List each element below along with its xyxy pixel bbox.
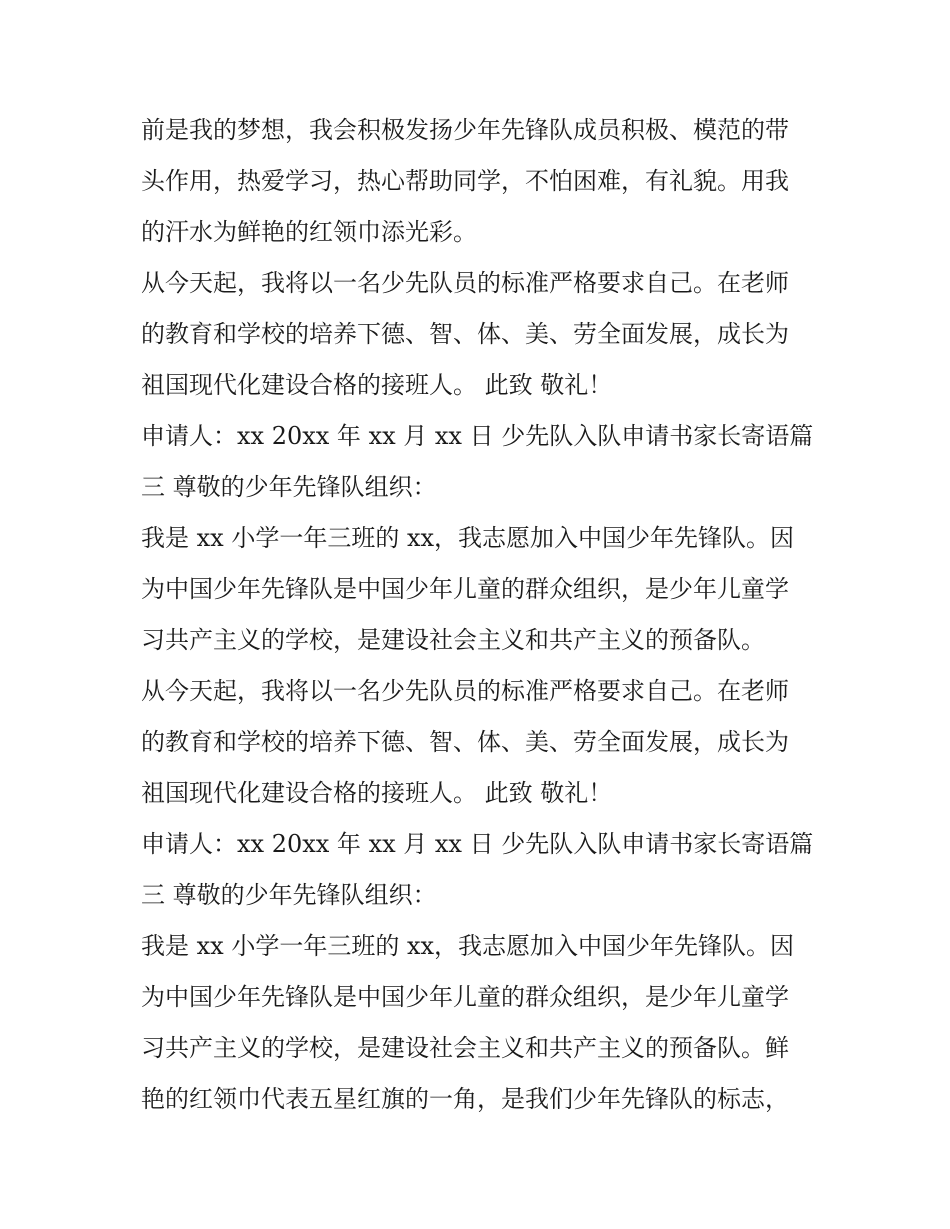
text-line: 我是 xx 小学一年三班的 xx，我志愿加入中国少年先锋队。因 (141, 932, 795, 960)
text-line: 为中国少年先锋队是中国少年儿童的群众组织，是少年儿童学 (141, 575, 789, 603)
text-line: 祖国现代化建设合格的接班人。 此致 敬礼！ (141, 371, 613, 399)
text-line: 申请人：xx 20xx 年 xx 月 xx 日 少先队入队申请书家长寄语篇 (141, 422, 814, 450)
text-line: 习共产主义的学校，是建设社会主义和共产主义的预备队。鲜 (141, 1034, 789, 1062)
document-body (141, 105, 821, 1125)
text-line: 从今天起，我将以一名少先队员的标准严格要求自己。在老师 (141, 269, 789, 297)
text-line: 三 尊敬的少年先锋队组织： (141, 473, 437, 501)
text-line: 祖国现代化建设合格的接班人。 此致 敬礼！ (141, 779, 613, 807)
text-line: 的教育和学校的培养下德、智、体、美、劳全面发展，成长为 (141, 320, 789, 348)
text-line: 前是我的梦想，我会积极发扬少年先锋队成员积极、模范的带 (141, 116, 789, 144)
text-line: 三 尊敬的少年先锋队组织： (141, 881, 437, 909)
text-line: 头作用，热爱学习，热心帮助同学，不怕困难，有礼貌。用我 (141, 167, 789, 195)
text-line: 艳的红领巾代表五星红旗的一角，是我们少年先锋队的标志， (141, 1085, 789, 1113)
text-line: 的教育和学校的培养下德、智、体、美、劳全面发展，成长为 (141, 728, 789, 756)
text-line: 从今天起，我将以一名少先队员的标准严格要求自己。在老师 (141, 677, 789, 705)
text-line: 我是 xx 小学一年三班的 xx，我志愿加入中国少年先锋队。因 (141, 524, 795, 552)
text-line: 申请人：xx 20xx 年 xx 月 xx 日 少先队入队申请书家长寄语篇 (141, 830, 814, 858)
text-line: 习共产主义的学校，是建设社会主义和共产主义的预备队。 (141, 626, 765, 654)
text-line: 的汗水为鲜艳的红领巾添光彩。 (141, 218, 477, 246)
text-line: 为中国少年先锋队是中国少年儿童的群众组织，是少年儿童学 (141, 983, 789, 1011)
